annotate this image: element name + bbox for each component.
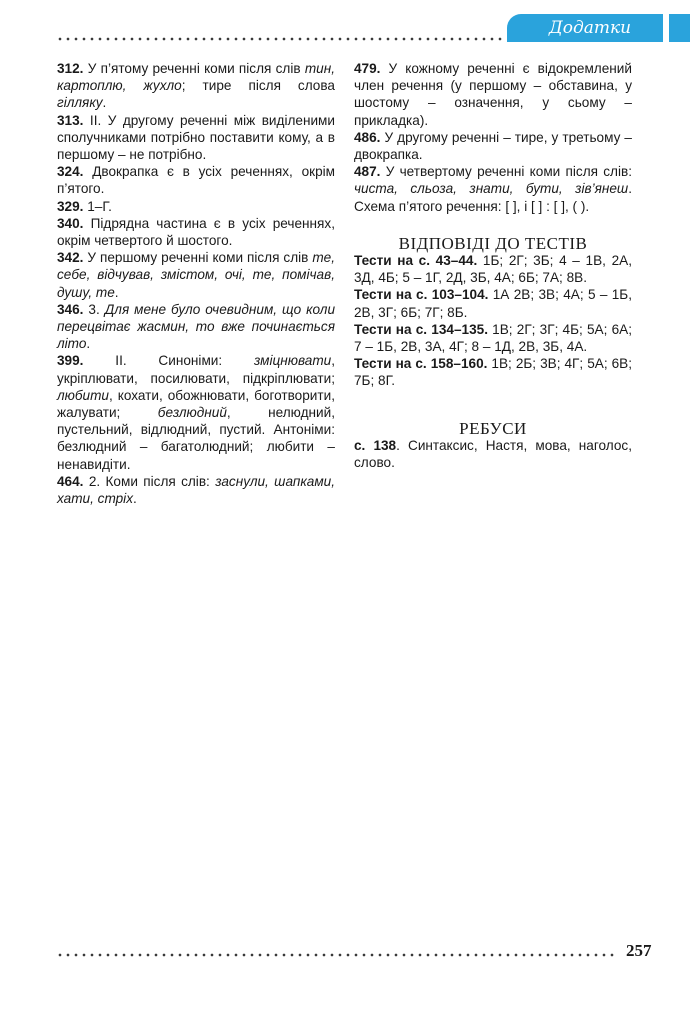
- answer-number: 487.: [354, 164, 381, 180]
- answer-text: , кохати, обожнювати, боготворити, жалувати;: [57, 387, 335, 421]
- answer-text: У першому реченні коми після слів: [83, 250, 313, 266]
- right-column: [354, 60, 632, 471]
- answer-italic: тин, картоплю, жухло: [57, 61, 335, 94]
- tests-section-title: ВІДПОВІДІ ДО ТЕСТІВ: [398, 233, 588, 253]
- test-label: Тести на с. 103–104.: [354, 287, 489, 303]
- answer-text: .: [86, 336, 91, 352]
- test-answer-item: [354, 286, 632, 320]
- answer-italic: безлюдний: [157, 405, 227, 421]
- answer-italic: те, себе, відчував, змістом, очі, те, помічав, душу, те: [57, 250, 335, 300]
- answer-item: [354, 129, 632, 163]
- test-answer-item: [354, 252, 632, 286]
- answer-item: [57, 215, 335, 249]
- answer-text: У другому реченні – тире, у третьому – двокрапка.: [354, 129, 632, 163]
- test-answers: 1В; 2Б; 3В; 4Г; 5А; 6В; 7Б; 8Г.: [354, 356, 633, 389]
- answer-text: У п’ятому реченні коми після слів: [83, 61, 305, 76]
- answer-item: [57, 198, 335, 215]
- test-answers: 1Б; 2Г; 3Б; 4 – 1В, 2А, 3Д, 4Б; 5 – 1Г, 2Д, 3Б, 4А; 6Б; 7А; 8В.: [354, 253, 632, 286]
- answer-item: [57, 112, 335, 164]
- test-answers: 1А 2В; 3В; 4А; 5 – 1Б, 2В, 3Г; 6Б; 7Г; 8Б.: [354, 287, 632, 320]
- answer-text: 2. Коми після слів:: [83, 473, 216, 489]
- answer-italic: чиста, сльоза, знати, бути, зів’янеш: [354, 181, 629, 197]
- spacer: [354, 215, 632, 235]
- answer-item: [57, 249, 335, 301]
- answer-italic: зміцнювати: [253, 353, 332, 369]
- answer-text: ; тире після слова: [181, 78, 335, 94]
- answer-number: 346.: [57, 301, 84, 317]
- answer-number: 399.: [57, 353, 84, 369]
- answer-text: 1–Г.: [83, 198, 112, 214]
- test-answer-item: [354, 321, 632, 355]
- answer-text: 3.: [83, 301, 105, 317]
- answer-text: .: [114, 284, 119, 300]
- section-tab-label: Додатки: [548, 18, 632, 38]
- answer-item: [57, 163, 335, 197]
- answer-italic: любити: [57, 387, 109, 403]
- test-label: Тести на с. 43–44.: [354, 253, 478, 269]
- bottom-dotted-rule: [56, 953, 618, 957]
- left-column: [57, 60, 335, 507]
- section-tab-edge: [669, 14, 690, 42]
- answer-number: 486.: [354, 129, 381, 145]
- answer-item: [354, 163, 632, 215]
- section-tab: [507, 14, 663, 42]
- test-label: Тести на с. 134–135.: [354, 321, 488, 337]
- answer-text: II. У другому реченні між виділеними сполучниками потрібно поставити кому, а в першому – не потрібно.: [57, 112, 335, 163]
- answer-text: У четвертому реченні коми після слів:: [380, 164, 632, 180]
- answer-number: 313.: [57, 112, 84, 128]
- answer-text: Підрядна частина є в усіх реченнях, окрім четвертого й шостого.: [57, 215, 335, 249]
- answer-text: .: [133, 491, 137, 507]
- page-number: 257: [626, 941, 652, 960]
- answer-number: 464.: [57, 473, 84, 489]
- answer-number: 329.: [57, 198, 84, 214]
- answer-italic: гілляку: [57, 95, 103, 111]
- answer-item: [57, 352, 335, 472]
- rebus-answer: [354, 437, 632, 471]
- answer-item: [57, 473, 335, 507]
- answer-number: 324.: [57, 164, 84, 180]
- answer-number: 342.: [57, 250, 84, 266]
- answer-text: , укріплювати, посилювати, підкріплювати;: [57, 353, 335, 386]
- answer-text: .: [102, 95, 107, 111]
- test-answer-item: [354, 355, 632, 389]
- rebus-section-title: РЕБУСИ: [459, 418, 527, 438]
- answer-number: 312.: [57, 61, 84, 76]
- answer-text: , нелюдний, пустельний, відлюдний, пустий. Антоніми: безлюдний – багатолюдний; любити – ненавидіти.: [57, 405, 335, 472]
- test-label: Тести на с. 158–160.: [354, 356, 488, 372]
- answer-number: 340.: [57, 215, 84, 231]
- answer-text: . Схема п’ятого речення: [ ], і [ ] : [ ], ( ).: [354, 181, 632, 214]
- test-answers: 1В; 2Г; 3Г; 4Б; 5А; 6А; 7 – 1Б, 2В, 3А, 4Г; 8 – 1Д, 2В, 3Б, 4А.: [354, 321, 632, 355]
- answer-text: Двокрапка є в усіх реченнях, окрім п’ятого.: [57, 164, 335, 197]
- answer-italic: Для мене було очевидним, що коли перецвітає жасмин, то вже починається літо: [57, 301, 335, 352]
- answer-item: [354, 60, 632, 129]
- answer-text: II. Синоніми:: [83, 353, 254, 369]
- answer-item: [57, 60, 335, 112]
- rebus-text: . Синтаксис, Настя, мова, наголос, слово.: [354, 437, 632, 471]
- answer-italic: заснули, шапками, хати, стріх: [57, 473, 335, 507]
- top-dotted-rule: [56, 37, 504, 41]
- rebus-label: с. 138: [354, 437, 397, 453]
- answer-text: У кожному реченні є відокремлений член речення (у першому – обставина, у шостому – означення, у сьому – прикладка).: [354, 61, 632, 128]
- answer-number: 479.: [354, 61, 381, 76]
- spacer: [354, 390, 632, 420]
- answer-item: [57, 301, 335, 353]
